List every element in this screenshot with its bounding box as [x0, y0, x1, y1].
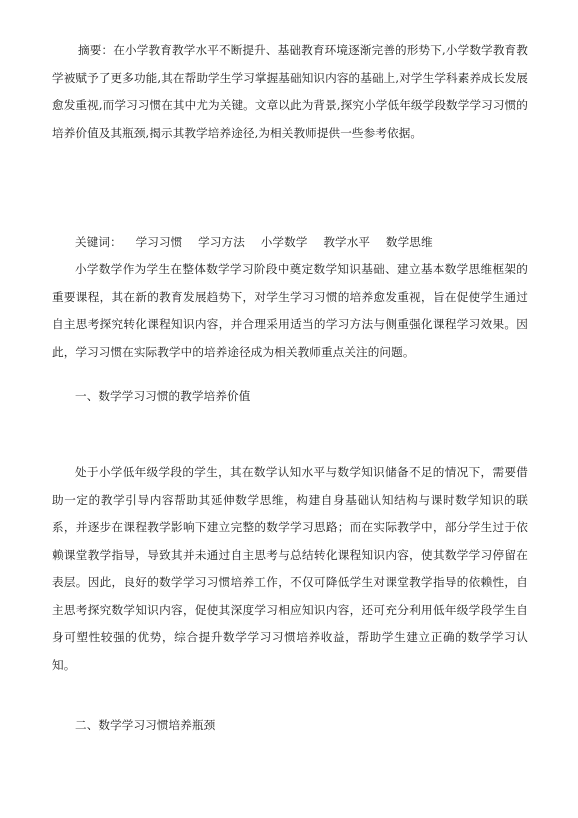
section-2-heading: 二、数学学习习惯培养瓶颈: [75, 718, 216, 732]
keywords-line: [75, 229, 535, 257]
keyword-item: 学习方法: [198, 235, 245, 249]
abstract-label: 摘要：: [78, 43, 114, 57]
keyword-item: 学习习惯: [135, 235, 183, 249]
keyword-item: 教学水平: [323, 235, 371, 249]
keyword-item: 数学思维: [385, 235, 433, 249]
section-1-heading: 一、数学学习习惯的教学培养价值: [75, 389, 251, 403]
intro-paragraph: 小学数学作为学生在整体数学学习阶段中奠定数学知识基础、建立基本数学思维框架的重要课程，其在新的教育发展趋势下，对学生学习习惯的培养愈发重视，旨在促使学生通过自主思考探究转化课程知识内容，并合理采用适当的学习方法与侧重强化课程学习效果。因此，学习习惯在实际教学中的培养途径成为相关教师重点关注的问题。: [52, 262, 528, 359]
abstract-paragraph: [52, 37, 528, 147]
section-1-paragraph: 处于小学低年级学段的学生，其在数学认知水平与数学知识储备不足的情况下，需要借助一定的教学引导内容帮助其延伸数学思维，构建自身基础认知结构与课时数学知识的联系，并逐步在课程教学影响下建立完整的数学学习思路；而在实际教学中，部分学生过于依赖课堂教学指导，导致其并未通过自主思考与总结转化课程知识内容，使其数学学习停留在表层。因此，良好的数学学习习惯培养工作，不仅可降低学生对课堂教学指导的依赖性，自主思考探究数学知识内容，促使其深度学习相应知识内容，还可充分利用低年级学段学生自身可塑性较强的优势，综合提升数学学习习惯培养收益，帮助学生建立正确的数学学习认知。: [52, 465, 528, 672]
keywords-label: 关键词：: [75, 235, 122, 249]
keyword-item: 小学数学: [260, 235, 308, 249]
abstract-text: 在小学教育教学水平不断提升、基础教育环境逐渐完善的形势下,小学数学教育教学被赋予了更多功能,其在帮助学生学习掌握基础知识内容的基础上,对学生学科素养成长发展愈发重视,而学习习惯在其中尤为关键。文章以此为背景,探究小学低年级学段数学学习习惯的培养价值及其瓶颈,揭示其教学培养途径,为相关教师提供一些参考依据。: [52, 43, 528, 140]
